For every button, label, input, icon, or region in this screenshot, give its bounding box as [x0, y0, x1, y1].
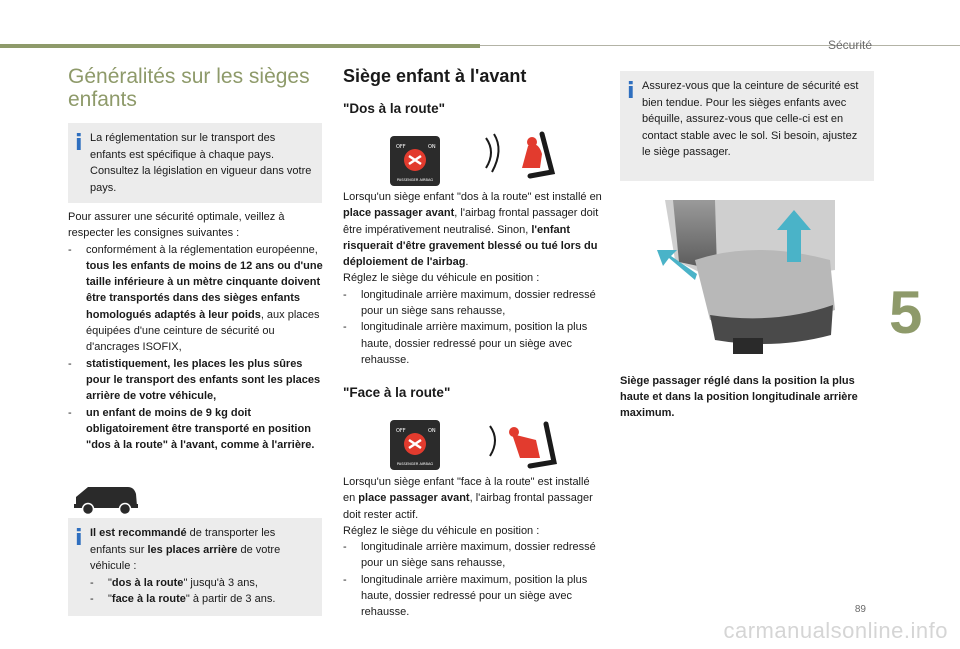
info-text: Assurez-vous que la ceinture de sécurité est bien tendue. Pour les sièges enfants avec béquille, assurez-vous que celle-ci est en contact stable avec le sol. Si besoin, ajustez le siège passager. [642, 80, 859, 158]
svg-text:ON: ON [428, 144, 436, 150]
list-item: - longitudinale arrière maximum, dossier redressé pour un siège sans rehausse, [343, 288, 596, 318]
rear-facing-text: Lorsqu'un siège enfant "dos à la route" est installé en place passager avant, l'airbag frontal passager doit être impérativement neutralisé. Sinon, l'enfant risquerait d'être gravement blessé ou tué lors du déploiement de l'airbag. Réglez le siège du véhicule en position : - longitudinale arrière maximum, dossier redressé pour un siège sans rehausse, - longitudinale arrière maximum, position la plus haute, dossier redressé pour un siège avec rehausse. [343, 189, 603, 368]
svg-text:OFF: OFF [396, 144, 406, 150]
watermark: carmanualsonline.info [723, 618, 948, 643]
info-icon: i [75, 131, 83, 156]
svg-text:OFF: OFF [396, 428, 406, 434]
intro-text: Pour assurer une sécurité optimale, veillez à respecter les consignes suivantes : [68, 211, 285, 240]
section-title: Siège enfant à l'avant [343, 66, 527, 86]
list-item: - statistiquement, les places les plus sûres pour le transport des enfants sont les places arrière de votre véhicule, [68, 357, 321, 403]
page-title: Généralités sur les sièges enfants [68, 65, 310, 111]
subsection-forward-facing: "Face à la route" [343, 385, 451, 400]
airbag-off-icon [390, 420, 440, 470]
forward-facing-text: Lorsqu'un siège enfant "face à la route" est installé en place passager avant, l'airbag frontal passager doit rester actif. Réglez le siège du véhicule en position : - longitudinale arrière maximum, dossier redressé pour un siège sans rehausse, - longitudinale arrière maximum, position la plus haute, dossier redressé pour un siège avec rehausse. [343, 474, 603, 621]
car-icon [72, 482, 140, 516]
header-rule [480, 45, 960, 46]
airbag-off-icon [390, 136, 440, 186]
info-icon: i [75, 526, 83, 551]
svg-text:ON: ON [428, 428, 436, 434]
rear-facing-seat-icon [480, 128, 568, 188]
section-label: Sécurité [827, 38, 872, 52]
subsection-rear-facing: "Dos à la route" [343, 101, 446, 116]
svg-text:PASSENGER AIRBAG: PASSENGER AIRBAG [396, 462, 434, 466]
photo-caption: Siège passager réglé dans la position la plus haute et dans la position longitudinale arrière maximum. [620, 375, 858, 419]
info-icon: i [627, 79, 635, 104]
info-text: La réglementation sur le transport des enfants est spécifique à chaque pays. Consultez la législation en vigueur dans votre pays. [90, 132, 312, 194]
list-item: - conformément à la réglementation européenne, tous les enfants de moins de 12 ans ou d'une taille inférieure à un mètre cinquante doivent être transportés dans des sièges enfants homologués adaptés à leur poids, aux places équipées d'une ceinture de sécurité ou d'ancrages ISOFIX, [68, 243, 323, 354]
info-box-regulation [68, 123, 322, 203]
svg-text:PASSENGER AIRBAG: PASSENGER AIRBAG [396, 178, 434, 182]
seat-photo [655, 200, 845, 360]
safety-instructions [68, 209, 326, 453]
header-bar [0, 44, 480, 48]
chapter-number: 5 [889, 279, 923, 346]
list-item: - longitudinale arrière maximum, position la plus haute, dossier redressé pour un siège avec rehausse. [343, 573, 588, 619]
info-box-recommendation: i Il est recommandé de transporter les enfants sur les places arrière de votre véhicule : - "dos à la route" jusqu'à 3 ans, - "face à la route" à partir de 3 ans. [68, 518, 322, 616]
info-box-belt [620, 71, 874, 181]
list-item: - "face à la route" à partir de 3 ans. [90, 593, 276, 605]
page-number: 89 [854, 604, 866, 615]
list-item: - longitudinale arrière maximum, dossier redressé pour un siège sans rehausse, [343, 541, 596, 570]
list-item: - "dos à la route" jusqu'à 3 ans, [90, 576, 258, 589]
forward-facing-seat-icon [484, 418, 564, 476]
list-item: - un enfant de moins de 9 kg doit obligatoirement être transporté en position "dos à la route" à l'avant, comme à l'arrière. [68, 406, 315, 452]
list-item: - longitudinale arrière maximum, position la plus haute, dossier redressé pour un siège avec rehausse. [343, 321, 588, 366]
